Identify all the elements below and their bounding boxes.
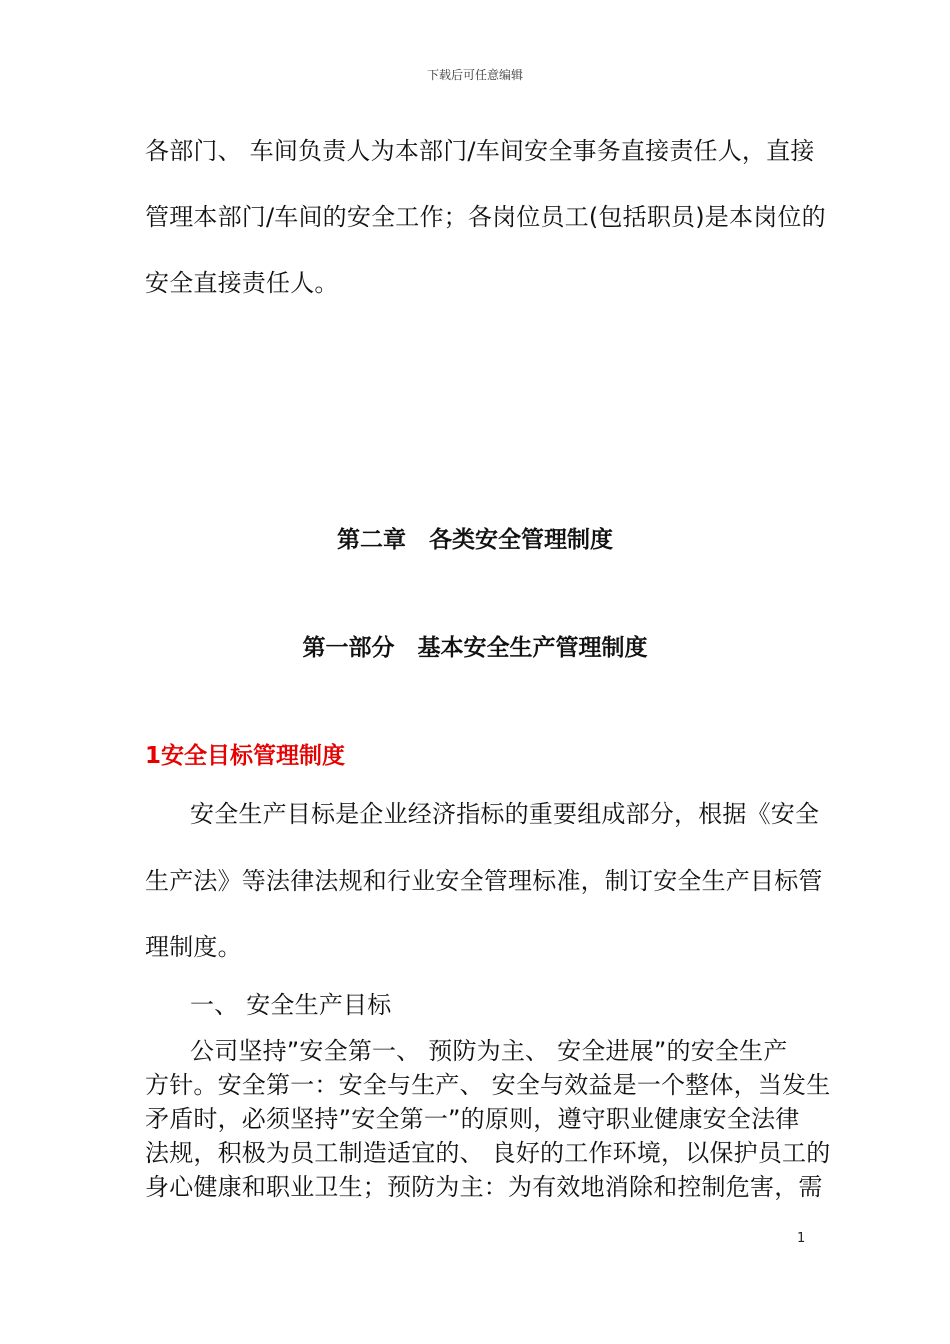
intro-line-2: 管理本部门/车间的安全工作；各岗位员工(包括职员)是本岗位的 bbox=[145, 203, 826, 231]
part-title: 第一部分 基本安全生产管理制度 bbox=[302, 635, 648, 661]
section-intro-line-2: 生产法》等法律法规和行业安全管理标准，制订安全生产目标管 bbox=[145, 867, 823, 895]
section-intro-line-1: 安全生产目标是企业经济指标的重要组成部分，根据《安全 bbox=[190, 800, 820, 828]
page-header: 下载后可任意编辑 bbox=[426, 68, 523, 82]
subheading: 一、 安全生产目标 bbox=[190, 991, 392, 1019]
intro-line-3: 安全直接责任人。 bbox=[145, 269, 339, 297]
page-number: 1 bbox=[797, 1231, 806, 1246]
body-line-2: 方针。安全第一：安全与生产、 安全与效益是一个整体，当发生 bbox=[145, 1071, 831, 1099]
intro-line-1: 各部门、 车间负责人为本部门/车间安全事务直接责任人，直接 bbox=[145, 137, 815, 165]
section-title: 1安全目标管理制度 bbox=[145, 743, 346, 769]
body-line-1: 公司坚持”安全第一、 预防为主、 安全进展”的安全生产 bbox=[190, 1037, 788, 1065]
body-line-3: 矛盾时，必须坚持”安全第一”的原则，遵守职业健康安全法律 bbox=[145, 1105, 800, 1133]
section-intro-line-3: 理制度。 bbox=[145, 933, 242, 961]
chapter-title: 第二章 各类安全管理制度 bbox=[337, 527, 613, 553]
body-line-4: 法规，积极为员工制造适宜的、 良好的工作环境，以保护员工的 bbox=[145, 1139, 831, 1167]
body-line-5: 身心健康和职业卫生；预防为主：为有效地消除和控制危害，需 bbox=[145, 1173, 823, 1201]
